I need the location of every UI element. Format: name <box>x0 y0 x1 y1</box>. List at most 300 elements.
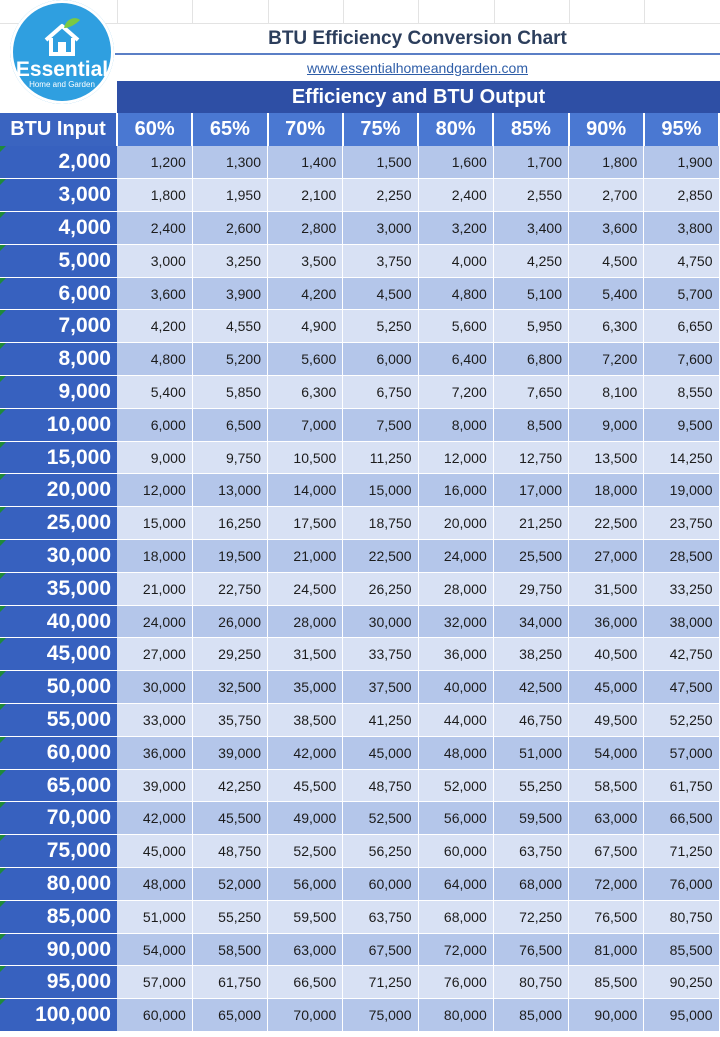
btu-output-cell[interactable]: 8,000 <box>418 408 493 441</box>
btu-output-cell[interactable]: 36,000 <box>117 736 192 769</box>
btu-output-cell[interactable]: 7,200 <box>418 376 493 409</box>
btu-input-cell[interactable] <box>0 212 117 245</box>
btu-output-cell[interactable]: 7,600 <box>644 343 719 376</box>
btu-output-cell[interactable]: 5,100 <box>493 277 568 310</box>
btu-output-cell[interactable]: 1,900 <box>644 146 719 179</box>
btu-output-cell[interactable]: 52,250 <box>644 704 719 737</box>
btu-input-cell[interactable] <box>0 999 117 1032</box>
table-row <box>0 933 719 966</box>
btu-output-cell[interactable]: 72,000 <box>569 868 644 901</box>
btu-output-cell[interactable]: 38,500 <box>268 704 343 737</box>
btu-output-cell[interactable]: 30,000 <box>117 671 192 704</box>
cell-note-marker <box>0 999 6 1005</box>
btu-output-cell[interactable]: 54,000 <box>569 736 644 769</box>
btu-output-cell[interactable]: 5,600 <box>418 310 493 343</box>
btu-output-cell[interactable]: 30,000 <box>343 605 418 638</box>
btu-output-cell[interactable]: 40,500 <box>569 638 644 671</box>
btu-input-cell[interactable] <box>0 540 117 573</box>
btu-output-cell[interactable]: 58,500 <box>569 769 644 802</box>
btu-output-cell[interactable]: 67,500 <box>343 933 418 966</box>
table-row <box>0 605 719 638</box>
btu-output-cell[interactable]: 52,000 <box>192 868 267 901</box>
btu-output-cell[interactable]: 48,000 <box>418 736 493 769</box>
btu-output-cell[interactable]: 71,250 <box>343 966 418 999</box>
btu-output-cell[interactable]: 35,750 <box>192 704 267 737</box>
btu-output-cell[interactable]: 28,500 <box>644 540 719 573</box>
btu-output-cell[interactable]: 85,000 <box>493 999 568 1032</box>
btu-output-cell[interactable]: 4,250 <box>493 244 568 277</box>
btu-output-cell[interactable]: 24,500 <box>268 572 343 605</box>
btu-input-cell[interactable] <box>0 146 117 179</box>
btu-output-cell[interactable]: 18,750 <box>343 507 418 540</box>
btu-output-cell[interactable]: 39,000 <box>117 769 192 802</box>
efficiency-column-header: 80% <box>418 113 493 146</box>
btu-output-cell[interactable]: 10,500 <box>268 441 343 474</box>
btu-output-cell[interactable]: 6,300 <box>569 310 644 343</box>
btu-output-cell[interactable]: 60,000 <box>117 999 192 1032</box>
efficiency-column-header: 85% <box>493 113 568 146</box>
btu-output-cell[interactable]: 4,750 <box>644 244 719 277</box>
btu-output-cell[interactable]: 68,000 <box>418 900 493 933</box>
btu-input-cell[interactable] <box>0 179 117 212</box>
btu-output-cell[interactable]: 27,000 <box>569 540 644 573</box>
btu-input-value: 45,000 <box>46 642 111 666</box>
cell-note-marker <box>0 474 6 480</box>
table-row <box>0 769 719 802</box>
btu-input-cell[interactable] <box>0 474 117 507</box>
btu-output-cell[interactable]: 51,000 <box>117 900 192 933</box>
table-row <box>0 376 719 409</box>
btu-output-cell[interactable]: 4,500 <box>343 277 418 310</box>
btu-output-cell[interactable]: 11,250 <box>343 441 418 474</box>
btu-input-cell[interactable] <box>0 704 117 737</box>
btu-output-cell[interactable]: 4,500 <box>569 244 644 277</box>
btu-output-cell[interactable]: 4,800 <box>117 343 192 376</box>
btu-output-cell[interactable]: 6,800 <box>493 343 568 376</box>
btu-input-cell[interactable] <box>0 376 117 409</box>
btu-output-cell[interactable]: 68,000 <box>493 868 568 901</box>
efficiency-column-header: 70% <box>268 113 343 146</box>
btu-output-cell[interactable]: 25,500 <box>493 540 568 573</box>
btu-output-cell[interactable]: 72,000 <box>418 933 493 966</box>
cell-note-marker <box>0 442 6 448</box>
table-row <box>0 900 719 933</box>
btu-input-value: 60,000 <box>46 740 111 764</box>
btu-output-cell[interactable]: 3,800 <box>644 212 719 245</box>
btu-output-cell[interactable]: 32,500 <box>192 671 267 704</box>
btu-output-cell[interactable]: 80,750 <box>493 966 568 999</box>
btu-output-cell[interactable]: 35,000 <box>268 671 343 704</box>
btu-output-cell[interactable]: 2,550 <box>493 179 568 212</box>
btu-output-cell[interactable]: 4,900 <box>268 310 343 343</box>
btu-input-value: 2,000 <box>58 150 111 174</box>
btu-output-cell[interactable]: 7,500 <box>343 408 418 441</box>
btu-input-cell[interactable] <box>0 277 117 310</box>
btu-output-cell[interactable]: 24,000 <box>418 540 493 573</box>
btu-output-cell[interactable]: 85,500 <box>644 933 719 966</box>
btu-output-cell[interactable]: 1,800 <box>117 179 192 212</box>
btu-output-cell[interactable]: 5,400 <box>569 277 644 310</box>
btu-output-cell[interactable]: 21,000 <box>268 540 343 573</box>
btu-output-cell[interactable]: 56,250 <box>343 835 418 868</box>
btu-input-cell[interactable] <box>0 408 117 441</box>
btu-output-cell[interactable]: 33,000 <box>117 704 192 737</box>
btu-output-cell[interactable]: 67,500 <box>569 835 644 868</box>
btu-output-cell[interactable]: 36,000 <box>418 638 493 671</box>
btu-output-cell[interactable]: 3,200 <box>418 212 493 245</box>
btu-output-cell[interactable]: 5,400 <box>117 376 192 409</box>
btu-output-cell[interactable]: 4,800 <box>418 277 493 310</box>
table-row <box>0 671 719 704</box>
btu-input-value: 4,000 <box>58 215 111 239</box>
table-row <box>0 572 719 605</box>
btu-output-cell[interactable]: 47,500 <box>644 671 719 704</box>
btu-output-cell[interactable]: 2,400 <box>117 212 192 245</box>
btu-output-cell[interactable]: 33,250 <box>644 572 719 605</box>
btu-output-cell[interactable]: 6,300 <box>268 376 343 409</box>
cell-note-marker <box>0 737 6 743</box>
table-row <box>0 310 719 343</box>
btu-output-cell[interactable]: 63,000 <box>569 802 644 835</box>
btu-output-cell[interactable]: 13,000 <box>192 474 267 507</box>
btu-output-cell[interactable]: 28,000 <box>418 572 493 605</box>
btu-output-cell[interactable]: 70,000 <box>268 999 343 1032</box>
btu-output-cell[interactable]: 55,250 <box>192 900 267 933</box>
btu-output-cell[interactable]: 48,750 <box>192 835 267 868</box>
cell-note-marker <box>0 409 6 415</box>
btu-output-cell[interactable]: 2,850 <box>644 179 719 212</box>
btu-output-cell[interactable]: 1,950 <box>192 179 267 212</box>
website-link[interactable]: www.essentialhomeandgarden.com <box>306 60 528 76</box>
btu-output-cell[interactable]: 28,000 <box>268 605 343 638</box>
btu-output-cell[interactable]: 42,250 <box>192 769 267 802</box>
btu-output-cell[interactable]: 33,750 <box>343 638 418 671</box>
gridlines <box>0 0 720 24</box>
btu-output-cell[interactable]: 41,250 <box>343 704 418 737</box>
btu-output-cell[interactable]: 1,500 <box>343 146 418 179</box>
btu-input-cell[interactable] <box>0 802 117 835</box>
row-header-label: BTU Input <box>0 113 117 146</box>
btu-output-cell[interactable]: 46,750 <box>493 704 568 737</box>
btu-output-cell[interactable]: 26,000 <box>192 605 267 638</box>
btu-output-cell[interactable]: 54,000 <box>117 933 192 966</box>
btu-output-cell[interactable]: 29,250 <box>192 638 267 671</box>
btu-input-cell[interactable] <box>0 507 117 540</box>
btu-input-cell[interactable] <box>0 343 117 376</box>
btu-output-cell[interactable]: 12,000 <box>117 474 192 507</box>
title-divider <box>115 53 720 55</box>
btu-output-cell[interactable]: 85,500 <box>569 966 644 999</box>
btu-output-cell[interactable]: 44,000 <box>418 704 493 737</box>
btu-input-cell[interactable] <box>0 244 117 277</box>
table-row <box>0 212 719 245</box>
btu-input-cell[interactable] <box>0 572 117 605</box>
btu-output-cell[interactable]: 75,000 <box>343 999 418 1032</box>
btu-output-cell[interactable]: 23,750 <box>644 507 719 540</box>
btu-input-cell[interactable] <box>0 835 117 868</box>
btu-output-cell[interactable]: 32,000 <box>418 605 493 638</box>
btu-output-cell[interactable]: 66,500 <box>644 802 719 835</box>
btu-output-cell[interactable]: 95,000 <box>644 999 719 1032</box>
btu-output-cell[interactable]: 81,000 <box>569 933 644 966</box>
btu-output-cell[interactable]: 49,500 <box>569 704 644 737</box>
btu-output-cell[interactable]: 2,250 <box>343 179 418 212</box>
btu-output-cell[interactable]: 76,500 <box>569 900 644 933</box>
btu-output-cell[interactable]: 20,000 <box>418 507 493 540</box>
btu-output-cell[interactable]: 42,500 <box>493 671 568 704</box>
cell-note-marker <box>0 835 6 841</box>
btu-output-cell[interactable]: 29,750 <box>493 572 568 605</box>
btu-output-cell[interactable]: 55,250 <box>493 769 568 802</box>
efficiency-header-band: Efficiency and BTU Output <box>117 81 720 113</box>
table-row <box>0 474 719 507</box>
btu-output-cell[interactable]: 3,250 <box>192 244 267 277</box>
btu-input-value: 35,000 <box>46 576 111 600</box>
btu-input-cell[interactable] <box>0 736 117 769</box>
btu-output-cell[interactable]: 15,000 <box>343 474 418 507</box>
cell-note-marker <box>0 606 6 612</box>
btu-output-cell[interactable]: 66,500 <box>268 966 343 999</box>
btu-output-cell[interactable]: 26,250 <box>343 572 418 605</box>
btu-output-cell[interactable]: 9,750 <box>192 441 267 474</box>
btu-output-cell[interactable]: 9,500 <box>644 408 719 441</box>
btu-output-cell[interactable]: 2,100 <box>268 179 343 212</box>
btu-output-cell[interactable]: 1,300 <box>192 146 267 179</box>
btu-input-value: 70,000 <box>46 806 111 830</box>
btu-output-cell[interactable]: 60,000 <box>418 835 493 868</box>
btu-output-cell[interactable]: 34,000 <box>493 605 568 638</box>
btu-output-cell[interactable]: 8,500 <box>493 408 568 441</box>
btu-output-cell[interactable]: 6,000 <box>343 343 418 376</box>
btu-output-cell[interactable]: 7,200 <box>569 343 644 376</box>
table-row <box>0 868 719 901</box>
btu-output-cell[interactable]: 51,000 <box>493 736 568 769</box>
btu-output-cell[interactable]: 31,500 <box>268 638 343 671</box>
table-row <box>0 736 719 769</box>
btu-output-cell[interactable]: 21,250 <box>493 507 568 540</box>
btu-output-cell[interactable]: 17,500 <box>268 507 343 540</box>
btu-output-cell[interactable]: 14,000 <box>268 474 343 507</box>
btu-output-cell[interactable]: 1,200 <box>117 146 192 179</box>
btu-output-cell[interactable]: 61,750 <box>192 966 267 999</box>
cell-note-marker <box>0 343 6 349</box>
table-row <box>0 540 719 573</box>
btu-output-cell[interactable]: 80,750 <box>644 900 719 933</box>
btu-output-cell[interactable]: 3,600 <box>117 277 192 310</box>
efficiency-column-header: 95% <box>644 113 719 146</box>
btu-input-cell[interactable] <box>0 900 117 933</box>
btu-output-cell[interactable]: 21,000 <box>117 572 192 605</box>
btu-output-cell[interactable]: 5,600 <box>268 343 343 376</box>
btu-output-cell[interactable]: 42,750 <box>644 638 719 671</box>
btu-output-cell[interactable]: 16,250 <box>192 507 267 540</box>
btu-output-cell[interactable]: 4,200 <box>268 277 343 310</box>
btu-output-cell[interactable]: 5,200 <box>192 343 267 376</box>
btu-output-cell[interactable]: 71,250 <box>644 835 719 868</box>
efficiency-column-header: 65% <box>192 113 267 146</box>
btu-output-cell[interactable]: 3,000 <box>117 244 192 277</box>
cell-note-marker <box>0 901 6 907</box>
table-row <box>0 999 719 1032</box>
btu-output-cell[interactable]: 22,500 <box>343 540 418 573</box>
btu-output-cell[interactable]: 76,000 <box>644 868 719 901</box>
btu-input-value: 6,000 <box>58 281 111 305</box>
btu-output-cell[interactable]: 1,400 <box>268 146 343 179</box>
page-title: BTU Efficiency Conversion Chart <box>268 28 567 49</box>
btu-output-cell[interactable]: 90,250 <box>644 966 719 999</box>
btu-output-cell[interactable]: 56,000 <box>268 868 343 901</box>
btu-output-cell[interactable]: 1,800 <box>569 146 644 179</box>
btu-input-cell[interactable] <box>0 638 117 671</box>
btu-output-cell[interactable]: 57,000 <box>644 736 719 769</box>
btu-output-cell[interactable]: 8,100 <box>569 376 644 409</box>
btu-output-cell[interactable]: 27,000 <box>117 638 192 671</box>
btu-input-value: 90,000 <box>46 937 111 961</box>
btu-input-cell[interactable] <box>0 310 117 343</box>
btu-output-cell[interactable]: 6,000 <box>117 408 192 441</box>
btu-output-cell[interactable]: 3,400 <box>493 212 568 245</box>
btu-output-cell[interactable]: 18,000 <box>569 474 644 507</box>
btu-output-cell[interactable]: 7,650 <box>493 376 568 409</box>
table-row <box>0 408 719 441</box>
btu-output-cell[interactable]: 2,700 <box>569 179 644 212</box>
btu-output-cell[interactable]: 3,000 <box>343 212 418 245</box>
table-row <box>0 802 719 835</box>
cell-note-marker <box>0 540 6 546</box>
btu-output-cell[interactable]: 3,900 <box>192 277 267 310</box>
btu-output-cell[interactable]: 22,750 <box>192 572 267 605</box>
btu-output-cell[interactable]: 42,000 <box>268 736 343 769</box>
btu-output-cell[interactable]: 52,000 <box>418 769 493 802</box>
btu-output-cell[interactable]: 3,500 <box>268 244 343 277</box>
btu-output-cell[interactable]: 3,600 <box>569 212 644 245</box>
btu-output-cell[interactable]: 63,750 <box>493 835 568 868</box>
btu-input-cell[interactable] <box>0 868 117 901</box>
btu-output-cell[interactable]: 60,000 <box>343 868 418 901</box>
btu-output-cell[interactable]: 6,750 <box>343 376 418 409</box>
btu-output-cell[interactable]: 64,000 <box>418 868 493 901</box>
btu-output-cell[interactable]: 56,000 <box>418 802 493 835</box>
btu-output-cell[interactable]: 4,000 <box>418 244 493 277</box>
btu-output-cell[interactable]: 61,750 <box>644 769 719 802</box>
btu-output-cell[interactable]: 80,000 <box>418 999 493 1032</box>
btu-output-cell[interactable]: 37,500 <box>343 671 418 704</box>
btu-output-cell[interactable]: 48,750 <box>343 769 418 802</box>
btu-input-cell[interactable] <box>0 966 117 999</box>
btu-input-cell[interactable] <box>0 769 117 802</box>
btu-input-value: 20,000 <box>46 478 111 502</box>
btu-output-cell[interactable]: 7,000 <box>268 408 343 441</box>
btu-output-cell[interactable]: 5,250 <box>343 310 418 343</box>
btu-output-cell[interactable]: 42,000 <box>117 802 192 835</box>
btu-input-cell[interactable] <box>0 671 117 704</box>
btu-input-value: 100,000 <box>35 1003 111 1027</box>
btu-output-cell[interactable]: 2,600 <box>192 212 267 245</box>
btu-output-cell[interactable]: 63,750 <box>343 900 418 933</box>
btu-output-cell[interactable]: 16,000 <box>418 474 493 507</box>
btu-output-cell[interactable]: 6,400 <box>418 343 493 376</box>
house-leaf-icon <box>40 18 84 58</box>
btu-output-cell[interactable]: 22,500 <box>569 507 644 540</box>
table-row <box>0 835 719 868</box>
btu-output-cell[interactable]: 15,000 <box>117 507 192 540</box>
btu-output-cell[interactable]: 40,000 <box>418 671 493 704</box>
btu-output-cell[interactable]: 57,000 <box>117 966 192 999</box>
btu-output-cell[interactable]: 18,000 <box>117 540 192 573</box>
btu-output-cell[interactable]: 13,500 <box>569 441 644 474</box>
btu-output-cell[interactable]: 45,500 <box>192 802 267 835</box>
btu-output-cell[interactable]: 45,000 <box>569 671 644 704</box>
btu-output-cell[interactable]: 58,500 <box>192 933 267 966</box>
btu-output-cell[interactable]: 12,750 <box>493 441 568 474</box>
btu-output-cell[interactable]: 90,000 <box>569 999 644 1032</box>
btu-output-cell[interactable]: 5,850 <box>192 376 267 409</box>
btu-output-cell[interactable]: 2,400 <box>418 179 493 212</box>
btu-output-cell[interactable]: 63,000 <box>268 933 343 966</box>
btu-output-cell[interactable]: 9,000 <box>117 441 192 474</box>
btu-input-cell[interactable] <box>0 933 117 966</box>
btu-output-cell[interactable]: 4,200 <box>117 310 192 343</box>
btu-output-cell[interactable]: 38,000 <box>644 605 719 638</box>
btu-input-cell[interactable] <box>0 441 117 474</box>
btu-output-cell[interactable]: 19,000 <box>644 474 719 507</box>
btu-output-cell[interactable]: 39,000 <box>192 736 267 769</box>
btu-input-cell[interactable] <box>0 605 117 638</box>
btu-output-cell[interactable]: 36,000 <box>569 605 644 638</box>
btu-output-cell[interactable]: 6,500 <box>192 408 267 441</box>
btu-output-cell[interactable]: 45,000 <box>343 736 418 769</box>
btu-output-cell[interactable]: 8,550 <box>644 376 719 409</box>
btu-output-cell[interactable]: 52,500 <box>268 835 343 868</box>
btu-output-cell[interactable]: 38,250 <box>493 638 568 671</box>
btu-output-cell[interactable]: 45,500 <box>268 769 343 802</box>
efficiency-column-header: 90% <box>569 113 644 146</box>
btu-output-cell[interactable]: 4,550 <box>192 310 267 343</box>
table-row <box>0 244 719 277</box>
btu-output-cell[interactable]: 5,950 <box>493 310 568 343</box>
btu-input-value: 40,000 <box>46 609 111 633</box>
btu-input-value: 5,000 <box>58 248 111 272</box>
cell-note-marker <box>0 278 6 284</box>
btu-input-value: 75,000 <box>46 839 111 863</box>
cell-note-marker <box>0 638 6 644</box>
btu-output-cell[interactable]: 12,000 <box>418 441 493 474</box>
cell-note-marker <box>0 507 6 513</box>
btu-output-cell[interactable]: 76,500 <box>493 933 568 966</box>
btu-output-cell[interactable]: 52,500 <box>343 802 418 835</box>
btu-output-cell[interactable]: 49,000 <box>268 802 343 835</box>
btu-output-cell[interactable]: 59,500 <box>493 802 568 835</box>
btu-output-cell[interactable]: 2,800 <box>268 212 343 245</box>
btu-output-cell[interactable]: 1,700 <box>493 146 568 179</box>
btu-output-cell[interactable]: 14,250 <box>644 441 719 474</box>
btu-output-cell[interactable]: 9,000 <box>569 408 644 441</box>
btu-output-cell[interactable]: 3,750 <box>343 244 418 277</box>
btu-output-cell[interactable]: 72,250 <box>493 900 568 933</box>
btu-output-cell[interactable]: 48,000 <box>117 868 192 901</box>
btu-output-cell[interactable]: 6,650 <box>644 310 719 343</box>
btu-output-cell[interactable]: 31,500 <box>569 572 644 605</box>
btu-output-cell[interactable]: 24,000 <box>117 605 192 638</box>
btu-output-cell[interactable]: 5,700 <box>644 277 719 310</box>
btu-output-cell[interactable]: 45,000 <box>117 835 192 868</box>
btu-output-cell[interactable]: 65,000 <box>192 999 267 1032</box>
btu-output-cell[interactable]: 59,500 <box>268 900 343 933</box>
btu-output-cell[interactable]: 17,000 <box>493 474 568 507</box>
btu-output-cell[interactable]: 1,600 <box>418 146 493 179</box>
btu-output-cell[interactable]: 19,500 <box>192 540 267 573</box>
btu-output-cell[interactable]: 76,000 <box>418 966 493 999</box>
